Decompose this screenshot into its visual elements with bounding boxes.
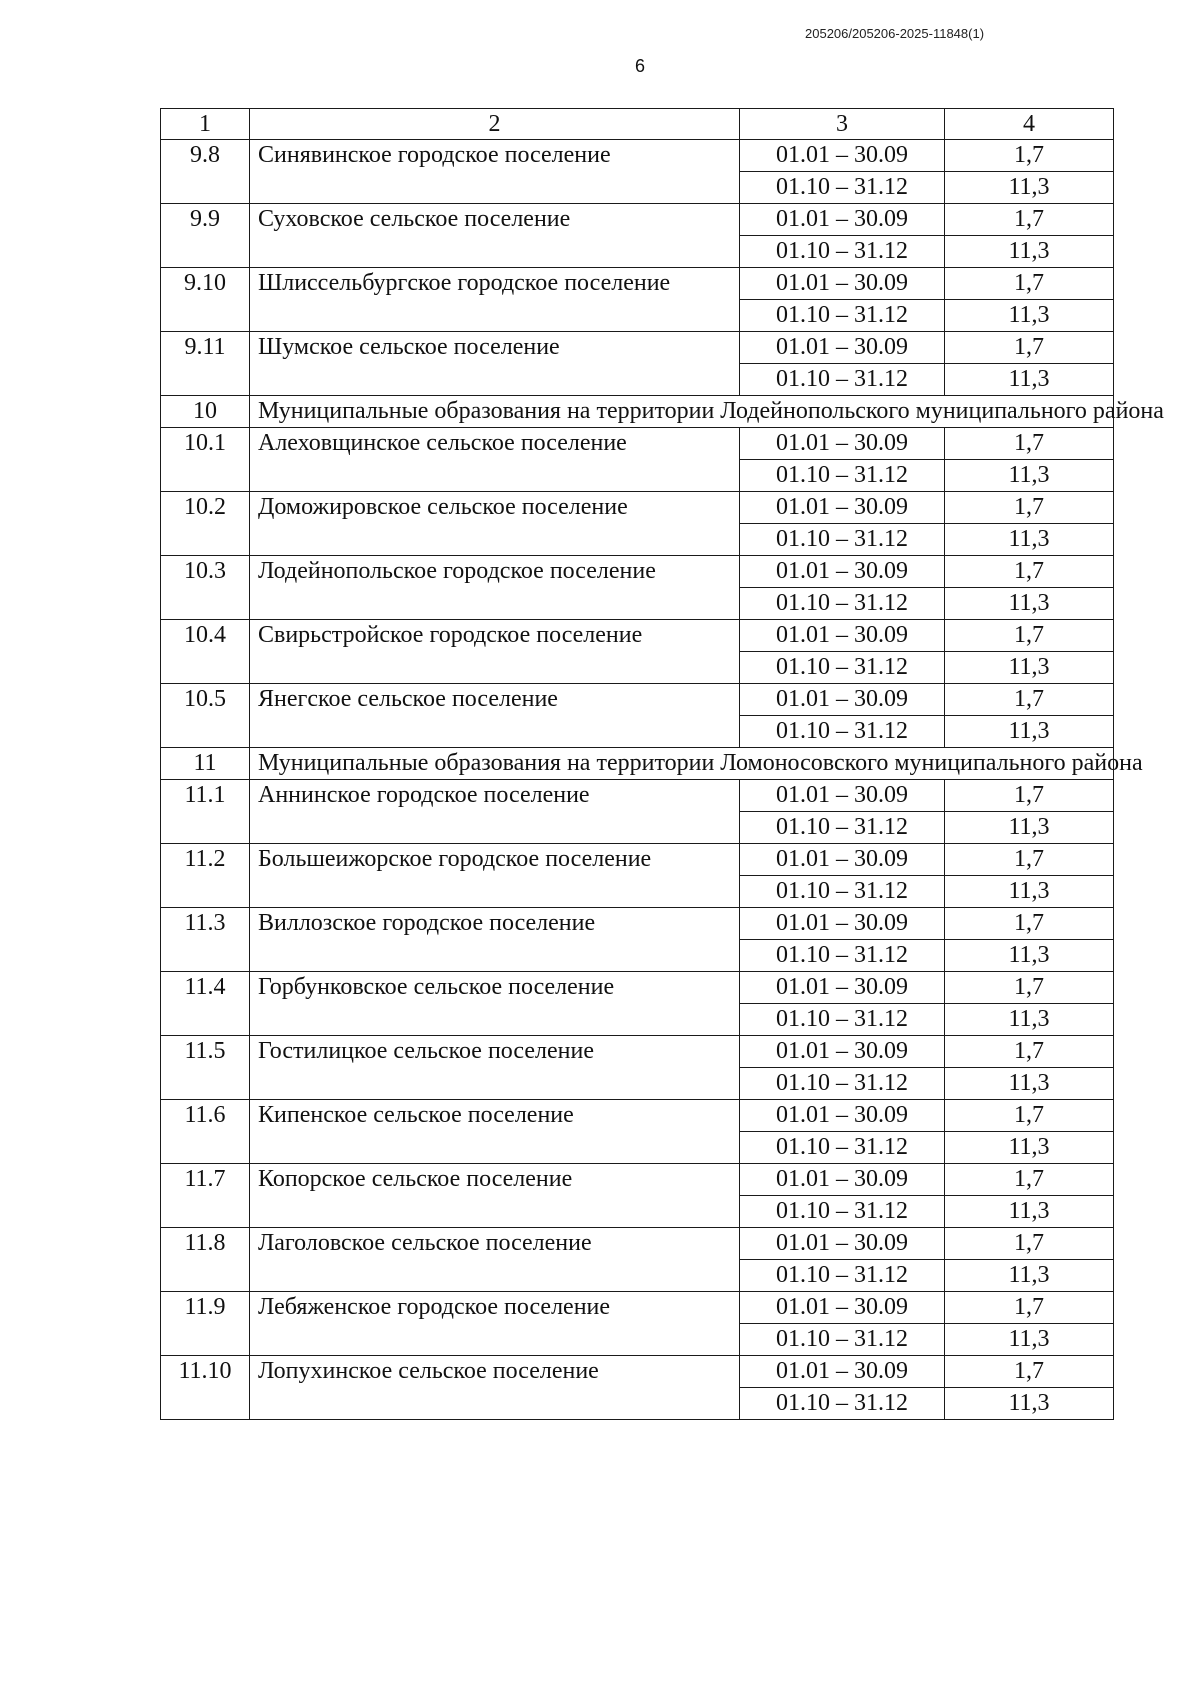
row-number: 10.3 [161,556,250,620]
row-number: 9.9 [161,204,250,268]
period-cell: 01.01 – 30.09 [740,908,945,940]
table-row [161,908,1114,940]
value-cell: 1,7 [945,1228,1114,1260]
settlement-name: Аннинское городское поселение [250,780,740,844]
settlement-name: Лебяженское городское поселение [250,1292,740,1356]
period-cell: 01.01 – 30.09 [740,1100,945,1132]
table-row [161,140,1114,172]
row-number: 11 [161,748,250,780]
table-row [161,428,1114,460]
value-cell: 1,7 [945,1036,1114,1068]
row-number: 11.1 [161,780,250,844]
value-cell: 11,3 [945,1132,1114,1164]
table-row [161,780,1114,812]
settlement-name: Кипенское сельское поселение [250,1100,740,1164]
settlement-name: Виллозское городское поселение [250,908,740,972]
value-cell: 11,3 [945,588,1114,620]
period-cell: 01.10 – 31.12 [740,1324,945,1356]
tariff-table [160,108,1164,1420]
value-cell: 11,3 [945,1068,1114,1100]
settlement-name: Лаголовское сельское поселение [250,1228,740,1292]
settlement-name: Гостилицкое сельское поселение [250,1036,740,1100]
value-cell: 11,3 [945,652,1114,684]
period-cell: 01.10 – 31.12 [740,1132,945,1164]
period-cell: 01.10 – 31.12 [740,1260,945,1292]
section-title: Муниципальные образования на территории Лодейнопольского муниципального района [250,396,1114,428]
period-cell: 01.01 – 30.09 [740,556,945,588]
period-cell: 01.01 – 30.09 [740,332,945,364]
period-cell: 01.10 – 31.12 [740,812,945,844]
table-row [161,1036,1114,1068]
value-cell: 1,7 [945,204,1114,236]
value-cell: 1,7 [945,620,1114,652]
period-cell: 01.01 – 30.09 [740,492,945,524]
settlement-name: Синявинское городское поселение [250,140,740,204]
value-cell: 11,3 [945,1324,1114,1356]
settlement-name: Горбунковское сельское поселение [250,972,740,1036]
row-number: 9.10 [161,268,250,332]
table-row [161,204,1114,236]
table-row [161,1228,1114,1260]
value-cell: 11,3 [945,460,1114,492]
value-cell: 11,3 [945,364,1114,396]
period-cell: 01.10 – 31.12 [740,876,945,908]
settlement-name: Шлиссельбургское городское поселение [250,268,740,332]
value-cell: 11,3 [945,524,1114,556]
period-cell: 01.01 – 30.09 [740,972,945,1004]
value-cell: 1,7 [945,972,1114,1004]
header-cell: 2 [250,109,740,140]
period-cell: 01.01 – 30.09 [740,428,945,460]
value-cell: 1,7 [945,844,1114,876]
row-number: 10.4 [161,620,250,684]
table-row [161,1164,1114,1196]
period-cell: 01.10 – 31.12 [740,236,945,268]
period-cell: 01.10 – 31.12 [740,1004,945,1036]
value-cell: 1,7 [945,428,1114,460]
section-row [161,748,1114,780]
row-number: 10 [161,396,250,428]
row-number: 11.3 [161,908,250,972]
settlement-name: Большеижорское городское поселение [250,844,740,908]
row-number: 11.5 [161,1036,250,1100]
period-cell: 01.01 – 30.09 [740,620,945,652]
settlement-name: Свирьстройское городское поселение [250,620,740,684]
row-number: 9.8 [161,140,250,204]
settlement-name: Шумское сельское поселение [250,332,740,396]
row-number: 10.5 [161,684,250,748]
settlement-name: Копорское сельское поселение [250,1164,740,1228]
period-cell: 01.10 – 31.12 [740,940,945,972]
period-cell: 01.10 – 31.12 [740,172,945,204]
period-cell: 01.01 – 30.09 [740,1164,945,1196]
page-number: 6 [634,56,645,76]
value-cell: 11,3 [945,300,1114,332]
table-row [161,972,1114,1004]
value-cell: 11,3 [945,940,1114,972]
section-title: Муниципальные образования на территории Ломоносовского муниципального района [250,748,1114,780]
value-cell: 11,3 [945,1196,1114,1228]
period-cell: 01.10 – 31.12 [740,300,945,332]
period-cell: 01.01 – 30.09 [740,140,945,172]
period-cell: 01.01 – 30.09 [740,684,945,716]
period-cell: 01.10 – 31.12 [740,588,945,620]
settlement-name: Доможировское сельское поселение [250,492,740,556]
table-row [161,684,1114,716]
period-cell: 01.10 – 31.12 [740,460,945,492]
value-cell: 11,3 [945,236,1114,268]
row-number: 11.8 [161,1228,250,1292]
value-cell: 1,7 [945,1100,1114,1132]
period-cell: 01.01 – 30.09 [740,1036,945,1068]
settlement-name: Алеховщинское сельское поселение [250,428,740,492]
period-cell: 01.01 – 30.09 [740,1356,945,1388]
value-cell: 11,3 [945,876,1114,908]
settlement-name: Суховское сельское поселение [250,204,740,268]
header-cell: 3 [740,109,945,140]
period-cell: 01.10 – 31.12 [740,524,945,556]
value-cell: 11,3 [945,1004,1114,1036]
period-cell: 01.01 – 30.09 [740,204,945,236]
period-cell: 01.10 – 31.12 [740,1068,945,1100]
period-cell: 01.10 – 31.12 [740,364,945,396]
document-id: 205206/205206-2025-11848(1) [805,26,985,41]
table-row [161,492,1114,524]
period-cell: 01.10 – 31.12 [740,1388,945,1420]
table-row [161,844,1114,876]
value-cell: 1,7 [945,1292,1114,1324]
period-cell: 01.01 – 30.09 [740,268,945,300]
value-cell: 1,7 [945,332,1114,364]
settlement-name: Лопухинское сельское поселение [250,1356,740,1420]
row-number: 11.2 [161,844,250,908]
period-cell: 01.10 – 31.12 [740,652,945,684]
value-cell: 1,7 [945,908,1114,940]
row-number: 11.10 [161,1356,250,1420]
row-number: 11.7 [161,1164,250,1228]
period-cell: 01.01 – 30.09 [740,1292,945,1324]
header-cell: 1 [161,109,250,140]
table-row [161,620,1114,652]
period-cell: 01.10 – 31.12 [740,1196,945,1228]
value-cell: 1,7 [945,556,1114,588]
settlement-name: Янегское сельское поселение [250,684,740,748]
table-row [161,332,1114,364]
row-number: 11.9 [161,1292,250,1356]
table-header-row [161,109,1114,140]
period-cell: 01.10 – 31.12 [740,716,945,748]
table-row [161,556,1114,588]
table-row [161,1292,1114,1324]
row-number: 11.4 [161,972,250,1036]
row-number: 10.2 [161,492,250,556]
row-number: 9.11 [161,332,250,396]
value-cell: 11,3 [945,812,1114,844]
section-row [161,396,1114,428]
header-cell: 4 [945,109,1114,140]
value-cell: 1,7 [945,780,1114,812]
table-row [161,1356,1114,1388]
period-cell: 01.01 – 30.09 [740,1228,945,1260]
period-cell: 01.01 – 30.09 [740,844,945,876]
row-number: 10.1 [161,428,250,492]
value-cell: 1,7 [945,1164,1114,1196]
period-cell: 01.01 – 30.09 [740,780,945,812]
value-cell: 1,7 [945,268,1114,300]
value-cell: 1,7 [945,140,1114,172]
value-cell: 1,7 [945,684,1114,716]
value-cell: 11,3 [945,172,1114,204]
table-row [161,268,1114,300]
value-cell: 11,3 [945,716,1114,748]
value-cell: 11,3 [945,1260,1114,1292]
value-cell: 1,7 [945,492,1114,524]
table-row [161,1100,1114,1132]
settlement-name: Лодейнопольское городское поселение [250,556,740,620]
value-cell: 1,7 [945,1356,1114,1388]
value-cell: 11,3 [945,1388,1114,1420]
row-number: 11.6 [161,1100,250,1164]
